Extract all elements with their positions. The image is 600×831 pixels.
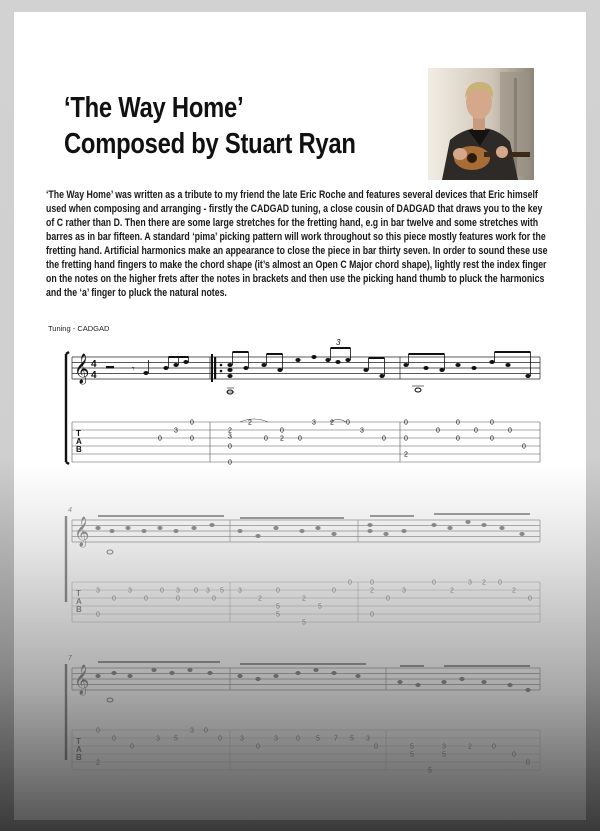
svg-text:5: 5 xyxy=(350,735,354,743)
svg-text:0: 0 xyxy=(498,579,502,587)
svg-text:2: 2 xyxy=(96,759,100,767)
svg-text:B: B xyxy=(76,605,82,614)
svg-text:3: 3 xyxy=(312,419,316,427)
svg-text:0: 0 xyxy=(190,419,194,427)
svg-text:0: 0 xyxy=(374,743,378,751)
svg-text:0: 0 xyxy=(456,419,460,427)
svg-text:0: 0 xyxy=(512,751,516,759)
tab-letter-b: B xyxy=(76,445,82,454)
svg-text:2: 2 xyxy=(302,595,306,603)
svg-text:0: 0 xyxy=(386,595,390,603)
system-2 xyxy=(66,507,540,627)
svg-text:0: 0 xyxy=(508,427,512,435)
svg-text:3: 3 xyxy=(238,587,242,595)
svg-text:0: 0 xyxy=(176,595,180,603)
svg-text:2: 2 xyxy=(468,743,472,751)
time-sig-bottom: 4 xyxy=(91,370,97,381)
svg-text:0: 0 xyxy=(160,587,164,595)
svg-text:0: 0 xyxy=(158,435,162,443)
svg-text:0: 0 xyxy=(218,735,222,743)
svg-text:0: 0 xyxy=(212,595,216,603)
svg-text:3: 3 xyxy=(190,727,194,735)
notes-bar-1 xyxy=(143,357,188,375)
svg-text:2: 2 xyxy=(404,451,408,459)
svg-text:T: T xyxy=(76,737,81,746)
svg-text:3: 3 xyxy=(442,743,446,751)
svg-text:0: 0 xyxy=(382,435,386,443)
svg-text:0: 0 xyxy=(346,419,350,427)
svg-text:0: 0 xyxy=(190,435,194,443)
svg-text:B: B xyxy=(76,753,82,762)
time-sig-top: 4 xyxy=(91,359,97,370)
svg-text:0: 0 xyxy=(96,727,100,735)
svg-text:0: 0 xyxy=(332,587,336,595)
system-number-2: 4 xyxy=(68,507,72,514)
svg-text:5: 5 xyxy=(410,743,414,751)
svg-text:5: 5 xyxy=(316,735,320,743)
svg-text:0: 0 xyxy=(296,735,300,743)
svg-text:5: 5 xyxy=(276,611,280,619)
notes-bar-2 xyxy=(227,338,385,394)
system-number-3: 7 xyxy=(68,655,72,662)
svg-text:A: A xyxy=(76,745,82,754)
notes-bar-3 xyxy=(403,352,530,392)
svg-text:3: 3 xyxy=(96,587,100,595)
svg-text:𝄾: 𝄾 xyxy=(132,364,135,375)
tab-letter-t: T xyxy=(76,429,81,438)
svg-text:0: 0 xyxy=(204,727,208,735)
tab-letter-a: A xyxy=(76,437,82,446)
svg-text:2: 2 xyxy=(330,419,334,427)
svg-text:0: 0 xyxy=(456,435,460,443)
svg-text:5: 5 xyxy=(302,619,306,627)
svg-text:0: 0 xyxy=(130,743,134,751)
svg-text:3: 3 xyxy=(128,587,132,595)
svg-text:5: 5 xyxy=(442,751,446,759)
triplet-mark: 3 xyxy=(336,338,341,347)
tuning-label: Tuning - CADGAD xyxy=(48,324,110,333)
svg-text:0: 0 xyxy=(432,579,436,587)
svg-text:0: 0 xyxy=(404,435,408,443)
svg-text:7: 7 xyxy=(334,735,338,743)
svg-text:2: 2 xyxy=(512,587,516,595)
svg-text:3: 3 xyxy=(240,735,244,743)
svg-text:5: 5 xyxy=(318,603,322,611)
svg-text:0: 0 xyxy=(280,427,284,435)
guitarist-photo xyxy=(428,68,534,180)
svg-text:0: 0 xyxy=(144,595,148,603)
score-sheet xyxy=(14,330,586,820)
svg-text:0: 0 xyxy=(228,459,232,467)
svg-text:2: 2 xyxy=(248,419,252,427)
svg-text:0: 0 xyxy=(474,427,478,435)
svg-text:2: 2 xyxy=(370,587,374,595)
svg-text:0: 0 xyxy=(112,595,116,603)
svg-text:0: 0 xyxy=(526,759,530,767)
svg-text:0: 0 xyxy=(194,587,198,595)
svg-text:2: 2 xyxy=(228,427,232,435)
svg-text:0: 0 xyxy=(492,743,496,751)
svg-text:2: 2 xyxy=(258,595,262,603)
svg-text:0: 0 xyxy=(264,435,268,443)
svg-text:0: 0 xyxy=(96,611,100,619)
svg-text:3: 3 xyxy=(156,735,160,743)
svg-text:0: 0 xyxy=(404,419,408,427)
svg-text:2: 2 xyxy=(280,435,284,443)
treble-clef-icon-2: 𝄞 xyxy=(74,517,90,547)
treble-clef-icon-3: 𝄞 xyxy=(74,665,90,695)
svg-text:0: 0 xyxy=(436,427,440,435)
svg-text:0: 0 xyxy=(370,611,374,619)
svg-text:0: 0 xyxy=(370,579,374,587)
svg-text:0: 0 xyxy=(256,743,260,751)
svg-text:3: 3 xyxy=(366,735,370,743)
svg-text:5: 5 xyxy=(428,767,432,775)
svg-text:0: 0 xyxy=(228,443,232,451)
svg-text:5: 5 xyxy=(174,735,178,743)
svg-text:3: 3 xyxy=(206,587,210,595)
page-title xyxy=(64,90,356,162)
svg-text:0: 0 xyxy=(490,435,494,443)
svg-text:3: 3 xyxy=(228,433,232,441)
intro-paragraph: ‘The Way Home’ was written as a tribute to my friend the late Eric Roche and features several devices that Eric himself used when composing and arranging - firstly the CADGAD tuning, a close cousin of DADGAD that draws you to the key of C rather than D. Then there are some large stretches for the fretting hand, e.g in bar twelve and some stretches with barres as in bar fifteen. A standard ‘pima’ picking pattern will work throughout so this piece mostly features work for the fretting hand. Artificial harmonics make an appearance to close the piece in bar thirty seven. In order to sound these use the fretting hand fingers to make the chord shape (it’s almost an Open C Major chord shape), lightly rest the index finger on the notes on the higher frets after the notes in brackets and then use the picking hand thumb to pluck the harmonics and the ‘a’ finger to pluck the natural notes. xyxy=(46,189,548,299)
svg-text:3: 3 xyxy=(468,579,472,587)
svg-text:3: 3 xyxy=(174,427,178,435)
svg-text:A: A xyxy=(76,597,82,606)
svg-text:0: 0 xyxy=(298,435,302,443)
svg-text:0: 0 xyxy=(522,443,526,451)
svg-text:3: 3 xyxy=(402,587,406,595)
system-1 xyxy=(66,338,540,467)
system-3 xyxy=(66,655,540,775)
svg-text:0: 0 xyxy=(348,579,352,587)
svg-text:5: 5 xyxy=(410,751,414,759)
title-line-2: Composed by Stuart Ryan xyxy=(64,128,356,160)
svg-text:T: T xyxy=(76,589,81,598)
title-line-1: ‘The Way Home’ xyxy=(64,92,244,124)
svg-text:0: 0 xyxy=(276,587,280,595)
svg-text:3: 3 xyxy=(360,427,364,435)
svg-text:5: 5 xyxy=(276,603,280,611)
document-page xyxy=(14,12,586,820)
svg-text:3: 3 xyxy=(176,587,180,595)
svg-text:2: 2 xyxy=(450,587,454,595)
svg-text:5: 5 xyxy=(220,587,224,595)
svg-text:3: 3 xyxy=(274,735,278,743)
svg-text:0: 0 xyxy=(112,735,116,743)
svg-text:0: 0 xyxy=(490,419,494,427)
svg-text:0: 0 xyxy=(528,595,532,603)
treble-clef-icon: 𝄞 xyxy=(74,354,90,384)
svg-text:2: 2 xyxy=(482,579,486,587)
